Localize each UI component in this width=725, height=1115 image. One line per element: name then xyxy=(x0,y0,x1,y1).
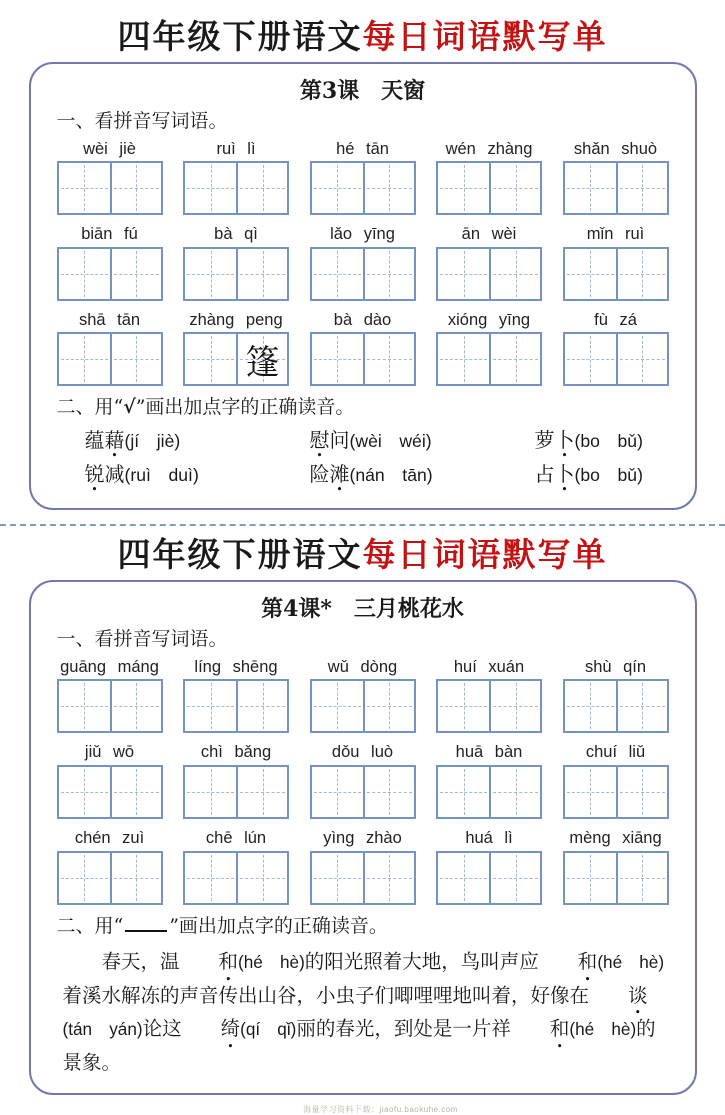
word-block xyxy=(57,828,163,905)
grid-cell[interactable] xyxy=(312,681,363,731)
grid-cell[interactable] xyxy=(489,334,540,384)
grid-cell[interactable] xyxy=(185,334,236,384)
grid-cell[interactable] xyxy=(236,249,287,299)
writing-grid xyxy=(57,247,163,301)
writing-grid xyxy=(183,765,289,819)
grid-cell[interactable] xyxy=(489,853,540,903)
pinyin-options: (hé hè) xyxy=(238,952,305,973)
grid-cell[interactable] xyxy=(363,249,414,299)
grid-cell[interactable] xyxy=(312,334,363,384)
text-run: 蕴 xyxy=(84,428,105,453)
grid-cell[interactable] xyxy=(185,681,236,731)
word-block xyxy=(563,657,669,734)
dashed-separator xyxy=(0,524,725,526)
grid-cell[interactable] xyxy=(185,163,236,213)
dotted-char: 滩 xyxy=(329,462,350,487)
writing-grid xyxy=(436,765,542,819)
prefilled-char: 篷 xyxy=(245,342,280,383)
pinyin-label: shù qín xyxy=(584,657,647,676)
pinyin-options: (hé hè) xyxy=(569,1019,637,1040)
grid-cell[interactable] xyxy=(110,249,161,299)
pinyin-options: (jí jiè) xyxy=(124,431,181,452)
grid-cell[interactable] xyxy=(363,163,414,213)
reading-item xyxy=(535,461,671,488)
pinyin-label: guāng máng xyxy=(60,657,159,676)
grid-cell[interactable] xyxy=(616,681,667,731)
text-run: 萝 xyxy=(534,428,555,453)
pinyin-options: (tán yán) xyxy=(62,1019,143,1040)
pinyin-label: yìng zhào xyxy=(323,828,402,847)
pinyin-label: ān wèi xyxy=(461,225,517,244)
worksheet-box-lesson4 xyxy=(29,580,697,1095)
pronunciation-choices xyxy=(85,427,671,488)
pinyin-label: mǐn ruì xyxy=(586,225,645,244)
reading-item xyxy=(310,427,535,454)
word-block xyxy=(183,139,289,216)
page-title xyxy=(0,536,725,574)
pinyin-label: chì bǎng xyxy=(200,743,272,762)
grid-cell[interactable] xyxy=(616,163,667,213)
writing-grid xyxy=(436,332,542,386)
grid-cell[interactable] xyxy=(565,163,616,213)
pinyin-options: (qí qǐ) xyxy=(240,1019,297,1040)
pinyin-label: bà dào xyxy=(333,310,392,329)
pinyin-grid-area xyxy=(55,657,671,905)
pinyin-label: zhàng peng xyxy=(189,310,283,329)
word-block xyxy=(563,310,669,387)
grid-cell[interactable] xyxy=(565,853,616,903)
word-block xyxy=(436,224,542,301)
grid-cell[interactable] xyxy=(363,681,414,731)
text-run: 丽的春光，到处是一片祥 xyxy=(296,1017,511,1041)
dotted-char: 绮 xyxy=(220,1017,241,1041)
grid-cell[interactable] xyxy=(110,163,161,213)
part2-label xyxy=(57,395,671,421)
writing-grid xyxy=(57,851,163,905)
pinyin-label: huí xuán xyxy=(453,657,525,676)
text-run: 论这 xyxy=(142,1017,182,1041)
grid-cell[interactable] xyxy=(363,334,414,384)
word-block xyxy=(183,657,289,734)
word-block xyxy=(436,310,542,387)
grid-cell[interactable] xyxy=(59,163,110,213)
dotted-char: 锐 xyxy=(84,462,105,487)
text-run: 的阳光照着大地，鸟叫声应 xyxy=(304,950,539,974)
word-block xyxy=(310,828,416,905)
grid-cell[interactable] xyxy=(312,767,363,817)
writing-grid xyxy=(183,161,289,215)
grid-cell[interactable] xyxy=(489,163,540,213)
writing-grid xyxy=(57,679,163,733)
pinyin-label: shā tān xyxy=(78,310,141,329)
part2-label xyxy=(57,914,671,940)
grid-cell[interactable] xyxy=(236,853,287,903)
pinyin-options: (wèi wéi) xyxy=(349,431,432,452)
writing-grid xyxy=(436,851,542,905)
writing-grid xyxy=(436,247,542,301)
grid-cell[interactable] xyxy=(59,334,110,384)
reading-item xyxy=(310,461,535,488)
word-block xyxy=(563,139,669,216)
word-block xyxy=(183,828,289,905)
word-block xyxy=(436,742,542,819)
grid-cell[interactable] xyxy=(438,681,489,731)
part2-label-prefix: 二、用“ xyxy=(56,396,124,419)
pinyin-label: biān fú xyxy=(81,225,138,244)
pinyin-label: fù zá xyxy=(594,310,637,329)
grid-cell[interactable] xyxy=(236,163,287,213)
pinyin-label: chén zuì xyxy=(74,828,145,847)
grid-cell[interactable] xyxy=(185,767,236,817)
writing-grid xyxy=(436,679,542,733)
grid-cell[interactable] xyxy=(110,853,161,903)
writing-grid xyxy=(183,679,289,733)
pinyin-label: mèng xiāng xyxy=(569,828,662,847)
grid-cell[interactable] xyxy=(438,853,489,903)
writing-grid xyxy=(563,161,669,215)
pinyin-label: bà qì xyxy=(214,225,258,244)
word-block xyxy=(310,657,416,734)
grid-cell[interactable] xyxy=(236,334,287,384)
pinyin-grid-area xyxy=(55,139,671,387)
word-block xyxy=(57,224,163,301)
text-run: 着溪水解冻的声音传出山谷，小虫子们唧哩哩地叫着，好像在 xyxy=(62,983,590,1007)
word-block xyxy=(563,742,669,819)
word-block xyxy=(57,657,163,734)
dotted-char: 和 xyxy=(549,1017,570,1041)
writing-grid xyxy=(563,679,669,733)
grid-cell[interactable] xyxy=(312,163,363,213)
pinyin-label: líng shēng xyxy=(194,657,278,676)
page-title-red: 每日词语默写单 xyxy=(362,17,608,56)
grid-cell[interactable] xyxy=(565,334,616,384)
pinyin-label: jiǔ wō xyxy=(84,743,135,762)
writing-grid xyxy=(310,851,416,905)
text-run: 的景象。 xyxy=(62,1017,656,1074)
dotted-char: 卜 xyxy=(554,428,575,453)
reading-item xyxy=(85,427,310,454)
page-title-black: 四年级下册语文 xyxy=(117,17,363,56)
word-block xyxy=(436,828,542,905)
word-block xyxy=(57,310,163,387)
pinyin-row xyxy=(57,828,669,905)
grid-cell[interactable] xyxy=(489,681,540,731)
grid-cell[interactable] xyxy=(110,681,161,731)
footer-note: 海量学习资料下载：jiaofu.baokuhe.com xyxy=(303,1105,458,1115)
worksheet-box-lesson3 xyxy=(29,62,697,510)
writing-grid xyxy=(310,765,416,819)
text-run: 险 xyxy=(309,462,330,487)
grid-cell[interactable] xyxy=(565,767,616,817)
word-block xyxy=(563,224,669,301)
dotted-char: 谈 xyxy=(628,983,648,1007)
writing-grid xyxy=(57,765,163,819)
text-run: 春天，温 xyxy=(101,950,180,974)
word-block xyxy=(183,224,289,301)
dotted-char: 和 xyxy=(218,950,239,974)
word-block xyxy=(183,742,289,819)
part1-label: 一、看拼音写词语。 xyxy=(56,628,228,651)
dotted-char: 藉 xyxy=(104,428,125,453)
word-block xyxy=(310,224,416,301)
grid-cell[interactable] xyxy=(616,334,667,384)
pinyin-label: wǔ dòng xyxy=(327,657,398,676)
grid-cell[interactable] xyxy=(438,249,489,299)
pinyin-label: shǎn shuò xyxy=(573,139,658,158)
grid-cell[interactable] xyxy=(236,681,287,731)
grid-cell[interactable] xyxy=(438,767,489,817)
writing-grid xyxy=(563,765,669,819)
pinyin-row xyxy=(57,139,669,216)
pinyin-options: (nán tān) xyxy=(349,465,433,486)
pinyin-row xyxy=(57,657,669,734)
word-block xyxy=(57,742,163,819)
text-run: 减 xyxy=(104,462,125,487)
grid-cell[interactable] xyxy=(59,681,110,731)
writing-grid xyxy=(183,332,289,386)
grid-cell[interactable] xyxy=(185,853,236,903)
pinyin-options: (ruì duì) xyxy=(124,465,199,486)
pinyin-options: (bo bǔ) xyxy=(574,431,643,452)
grid-cell[interactable] xyxy=(616,249,667,299)
word-block xyxy=(563,828,669,905)
grid-cell[interactable] xyxy=(565,681,616,731)
writing-grid xyxy=(183,247,289,301)
page-title xyxy=(0,18,725,56)
grid-cell[interactable] xyxy=(438,334,489,384)
pinyin-label: ruì lì xyxy=(216,139,256,158)
text-run: 问 xyxy=(329,428,350,453)
grid-cell[interactable] xyxy=(438,163,489,213)
writing-grid xyxy=(310,332,416,386)
lesson-title: 第3课 天窗 xyxy=(299,77,426,104)
text-run: 占 xyxy=(534,462,555,487)
word-block xyxy=(436,657,542,734)
blank-underline-slot xyxy=(123,915,169,937)
grid-cell[interactable] xyxy=(616,853,667,903)
writing-grid xyxy=(310,247,416,301)
grid-cell[interactable] xyxy=(489,249,540,299)
writing-grid xyxy=(563,247,669,301)
part2-label-suffix: ”画出加点字的正确读音。 xyxy=(135,396,355,419)
grid-cell[interactable] xyxy=(616,767,667,817)
page-title-black: 四年级下册语文 xyxy=(117,535,363,575)
pinyin-label: huá lì xyxy=(465,828,513,847)
word-block xyxy=(436,139,542,216)
writing-grid xyxy=(57,332,163,386)
word-block xyxy=(310,742,416,819)
lesson-title: 第4课* 三月桃花水 xyxy=(261,596,464,623)
writing-grid xyxy=(563,332,669,386)
word-block xyxy=(310,310,416,387)
word-block xyxy=(57,139,163,216)
dotted-char: 卜 xyxy=(554,462,575,487)
grid-cell[interactable] xyxy=(59,767,110,817)
writing-grid xyxy=(183,851,289,905)
writing-grid xyxy=(436,161,542,215)
grid-cell[interactable] xyxy=(489,767,540,817)
pinyin-label: dǒu luò xyxy=(331,743,394,762)
part1-label: 一、看拼音写词语。 xyxy=(56,109,228,132)
pinyin-label: wèi jiè xyxy=(83,139,136,158)
grid-cell[interactable] xyxy=(312,853,363,903)
pinyin-row xyxy=(57,224,669,301)
grid-cell[interactable] xyxy=(565,249,616,299)
pinyin-row xyxy=(57,742,669,819)
writing-grid xyxy=(310,679,416,733)
pinyin-label: chuí liǔ xyxy=(585,743,646,762)
grid-cell[interactable] xyxy=(363,853,414,903)
pinyin-options: (bo bǔ) xyxy=(574,465,643,486)
grid-cell[interactable] xyxy=(236,767,287,817)
word-block xyxy=(310,139,416,216)
reading-item xyxy=(85,461,310,488)
dotted-char: 慰 xyxy=(309,428,330,453)
grid-cell[interactable] xyxy=(312,249,363,299)
grid-cell[interactable] xyxy=(110,334,161,384)
pinyin-label: wén zhàng xyxy=(445,139,533,158)
pinyin-row xyxy=(57,310,669,387)
reading-item xyxy=(535,427,671,454)
pinyin-label: lǎo yīng xyxy=(330,225,395,244)
reading-passage xyxy=(63,945,665,1079)
pinyin-label: xióng yīng xyxy=(447,310,531,329)
writing-grid xyxy=(57,161,163,215)
page-title-red: 每日词语默写单 xyxy=(362,535,608,575)
grid-cell[interactable] xyxy=(110,767,161,817)
grid-cell[interactable] xyxy=(363,767,414,817)
grid-cell[interactable] xyxy=(59,249,110,299)
grid-cell[interactable] xyxy=(185,249,236,299)
dotted-char: 和 xyxy=(577,950,598,974)
pinyin-label: hé tān xyxy=(336,139,389,158)
blank-underline xyxy=(125,918,167,932)
part2-label-suffix: ”画出加点字的正确读音。 xyxy=(169,914,388,937)
pinyin-options: (hé hè) xyxy=(597,952,665,973)
grid-cell[interactable] xyxy=(59,853,110,903)
part2-label-prefix: 二、用“ xyxy=(56,914,124,937)
check-mark: √ xyxy=(123,396,136,419)
word-block xyxy=(183,310,289,387)
pinyin-label: chē lún xyxy=(205,828,267,847)
writing-grid xyxy=(563,851,669,905)
pinyin-label: huā bàn xyxy=(455,743,523,762)
writing-grid xyxy=(310,161,416,215)
